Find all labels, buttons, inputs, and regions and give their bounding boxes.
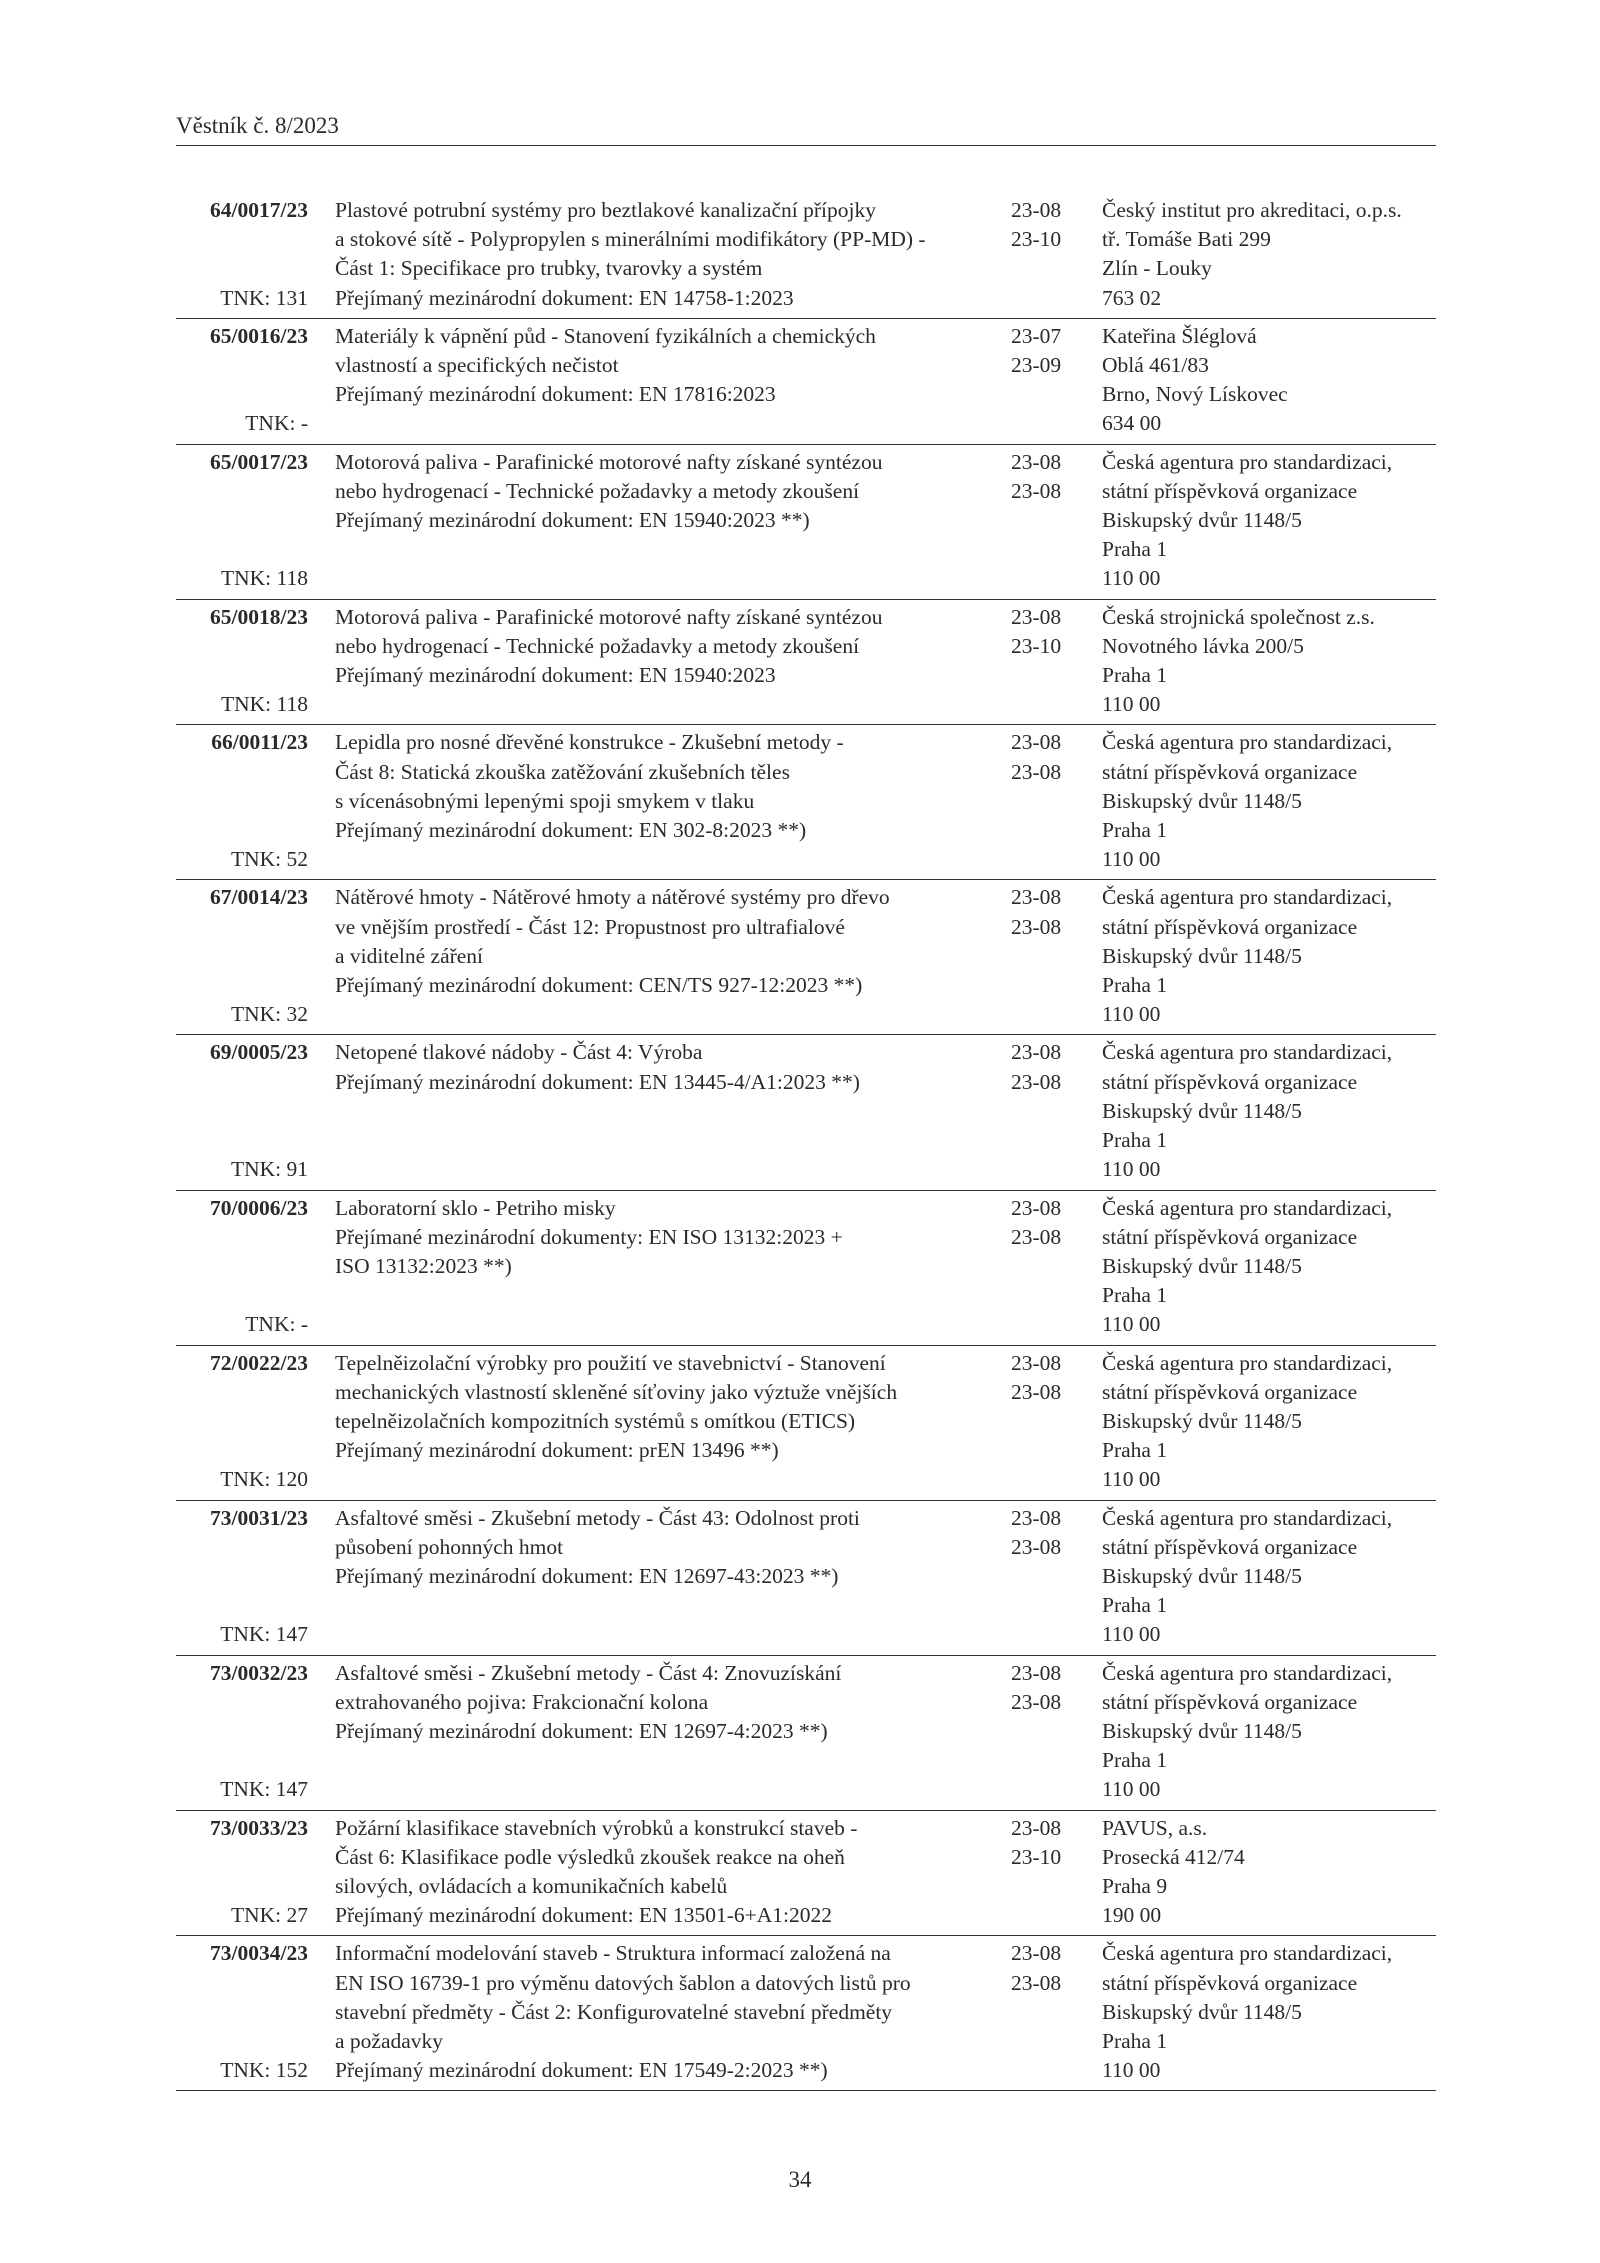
record-title-line: působení pohonných hmot [335,1534,564,1559]
record-title [335,1814,1007,1931]
record-organization-line: Zlín - Louky [1102,256,1212,281]
record-tnk: TNK: 27 [230,1903,308,1928]
record-organization-line: 110 00 [1102,1622,1161,1647]
record-dates [1011,322,1085,439]
record-code: 72/0022/23 [210,1350,308,1375]
record-organization-line: státní příspěvková organizace [1102,1224,1358,1249]
record-organization-line: Praha 1 [1102,537,1168,562]
standard-record [176,1191,1436,1346]
record-title-line: Přejímaný mezinárodní dokument: prEN 13496 **) [335,1438,779,1463]
record-organization-line: Česká agentura pro standardizaci, [1102,1195,1393,1220]
record-code-column [176,1194,308,1340]
record-title-line: Přejímaný mezinárodní dokument: EN 15940:2023 [335,663,776,688]
record-date: 23-08 [1011,1224,1062,1249]
standard-record [176,1346,1436,1501]
record-code-column [176,322,308,439]
record-code: 69/0005/23 [210,1040,308,1065]
record-code-column [176,1659,308,1805]
record-organization-line: Praha 1 [1102,1283,1168,1308]
record-organization-line: Oblá 461/83 [1102,353,1209,378]
standard-record [176,1501,1436,1656]
header-divider [176,145,1436,146]
record-title-line: Lepidla pro nosné dřevěné konstrukce - Zkušební metody - [335,730,844,755]
record-title-line: Motorová paliva - Parafinické motorové nafty získané syntézou [335,604,883,629]
record-organization-line: 110 00 [1102,1312,1161,1337]
record-title-line: nebo hydrogenací - Technické požadavky a metody zkoušení [335,633,860,658]
record-dates [1011,1814,1085,1931]
record-dates [1011,883,1085,1029]
record-organization-line: Prosecká 412/74 [1102,1844,1245,1869]
record-code: 65/0016/23 [210,323,308,348]
record-organization-line: 763 02 [1102,285,1162,310]
record-title-line: Laboratorní sklo - Petriho misky [335,1195,616,1220]
record-organization [1102,1504,1436,1650]
record-title-line: Přejímaný mezinárodní dokument: EN 17816:2023 [335,382,776,407]
record-organization-line: Praha 1 [1102,818,1168,843]
record-code: 64/0017/23 [210,198,308,222]
record-title-line: Přejímaný mezinárodní dokument: EN 12697-4:2023 **) [335,1718,828,1743]
record-code: 73/0034/23 [210,1941,308,1966]
record-code-column [176,196,308,313]
record-code: 73/0033/23 [210,1815,308,1840]
record-code: 73/0032/23 [210,1660,308,1685]
record-date: 23-09 [1011,353,1062,378]
record-title [335,1194,1007,1340]
record-organization-line: státní příspěvková organizace [1102,1970,1358,1995]
record-organization-line: státní příspěvková organizace [1102,914,1358,939]
record-tnk: TNK: 147 [220,1777,308,1802]
record-organization-line: Praha 1 [1102,1128,1168,1153]
record-organization-line: 110 00 [1102,2058,1161,2083]
record-date: 23-08 [1011,759,1062,784]
record-date: 23-08 [1011,1505,1062,1530]
record-code: 70/0006/23 [210,1195,308,1220]
record-organization-line: Praha 1 [1102,2028,1168,2053]
record-organization-line: státní příspěvková organizace [1102,1689,1358,1714]
record-title-line: Materiály k vápnění půd - Stanovení fyzikálních a chemických [335,323,876,348]
record-date: 23-10 [1011,227,1062,252]
record-organization-line: státní příspěvková organizace [1102,478,1358,503]
record-title-line: EN ISO 16739-1 pro výměnu datových šablon a datových listů pro [335,1970,911,1995]
record-title-line: Přejímaný mezinárodní dokument: EN 14758-1:2023 [335,285,794,310]
record-title-line: extrahovaného pojiva: Frakcionační kolona [335,1689,709,1714]
record-organization-line: Biskupský dvůr 1148/5 [1102,1999,1302,2024]
record-organization [1102,728,1436,874]
record-tnk: TNK: 147 [220,1622,308,1647]
record-organization-line: Biskupský dvůr 1148/5 [1102,788,1302,813]
record-code-column [176,1349,308,1495]
record-title-line: Tepelněizolační výrobky pro použití ve stavebnictví - Stanovení [335,1350,886,1375]
record-title-line: Přejímaný mezinárodní dokument: EN 12697-43:2023 **) [335,1563,839,1588]
record-title [335,448,1007,594]
record-dates [1011,1038,1085,1184]
record-organization-line: Česká agentura pro standardizaci, [1102,885,1393,910]
record-organization-line: 190 00 [1102,1903,1162,1928]
record-title-line: Plastové potrubní systémy pro beztlakové kanalizační přípojky [335,198,876,222]
record-code: 65/0017/23 [210,449,308,474]
record-title-line: mechanických vlastností skleněné síťoviny jako výztuže vnějších [335,1379,898,1404]
record-date: 23-08 [1011,1040,1062,1065]
record-tnk: TNK: 152 [220,2058,308,2083]
record-date: 23-08 [1011,1379,1062,1404]
record-organization-line: 110 00 [1102,1777,1161,1802]
page-header: Věstník č. 8/2023 [176,113,339,138]
record-title-line: Přejímané mezinárodní dokumenty: EN ISO 13132:2023 + [335,1224,843,1249]
record-code-column [176,1038,308,1184]
record-organization [1102,1814,1436,1931]
record-dates [1011,603,1085,720]
record-title-line: Asfaltové směsi - Zkušební metody - Část 43: Odolnost proti [335,1505,860,1530]
record-date: 23-08 [1011,730,1062,755]
standard-record [176,880,1436,1035]
record-organization-line: Praha 1 [1102,1438,1168,1463]
record-tnk: TNK: 32 [230,1002,308,1027]
record-organization-line: Praha 1 [1102,1593,1168,1618]
record-title-line: Přejímaný mezinárodní dokument: EN 13501-6+A1:2022 [335,1903,832,1928]
record-tnk: TNK: 91 [230,1157,308,1182]
record-organization-line: státní příspěvková organizace [1102,1069,1358,1094]
standard-record [176,1656,1436,1811]
record-title-line: Část 6: Klasifikace podle výsledků zkoušek reakce na oheň [335,1844,845,1869]
record-organization [1102,883,1436,1029]
record-code-column [176,883,308,1029]
record-title [335,883,1007,1029]
record-title-line: a stokové sítě - Polypropylen s minerálními modifikátory (PP-MD) - [335,227,926,252]
record-code: 66/0011/23 [211,730,308,755]
record-organization-line: Česká agentura pro standardizaci, [1102,1505,1393,1530]
record-title-line: Informační modelování staveb - Struktura informací založená na [335,1941,891,1966]
record-dates [1011,1939,1085,2085]
record-title-line: Nátěrové hmoty - Nátěrové hmoty a nátěrové systémy pro dřevo [335,885,890,910]
record-title [335,1038,1007,1184]
record-code: 65/0018/23 [210,604,308,629]
record-organization-line: 110 00 [1102,1002,1161,1027]
record-date: 23-08 [1011,1069,1062,1094]
record-title-line: Přejímaný mezinárodní dokument: EN 302-8:2023 **) [335,818,807,843]
record-organization-line: 110 00 [1102,1467,1161,1492]
record-date: 23-08 [1011,478,1062,503]
record-organization-line: Česká agentura pro standardizaci, [1102,449,1393,474]
record-code-column [176,603,308,720]
record-organization-line: Biskupský dvůr 1148/5 [1102,943,1302,968]
record-title [335,1349,1007,1495]
record-date: 23-08 [1011,1970,1062,1995]
record-code-column [176,1504,308,1650]
record-organization-line: PAVUS, a.s. [1102,1815,1208,1840]
record-date: 23-08 [1011,1534,1062,1559]
record-organization [1102,1349,1436,1495]
record-tnk: TNK: 118 [221,692,308,717]
record-code-column [176,1939,308,2085]
record-organization-line: Česká agentura pro standardizaci, [1102,1660,1393,1685]
record-title [335,196,1007,313]
record-title-line: Netopené tlakové nádoby - Část 4: Výroba [335,1040,703,1065]
record-title [335,728,1007,874]
record-date: 23-08 [1011,198,1062,222]
standard-record [176,319,1436,445]
record-organization [1102,322,1436,439]
record-dates [1011,1659,1085,1805]
record-date: 23-08 [1011,1195,1062,1220]
record-title [335,1939,1007,2085]
record-date: 23-08 [1011,449,1062,474]
record-organization-line: 110 00 [1102,566,1161,591]
record-dates [1011,1504,1085,1650]
record-title-line: s vícenásobnými lepenými spoji smykem v tlaku [335,788,755,813]
record-code: 73/0031/23 [210,1505,308,1530]
record-title-line: Přejímaný mezinárodní dokument: EN 13445-4/A1:2023 **) [335,1069,860,1094]
record-organization-line: Biskupský dvůr 1148/5 [1102,1718,1302,1743]
record-dates [1011,1194,1085,1340]
record-organization-line: Biskupský dvůr 1148/5 [1102,1098,1302,1123]
record-organization [1102,448,1436,594]
record-date: 23-08 [1011,1941,1062,1966]
record-title [335,603,1007,720]
record-title-line: Přejímaný mezinárodní dokument: CEN/TS 927-12:2023 **) [335,973,863,998]
record-date: 23-08 [1011,1660,1062,1685]
record-organization-line: 110 00 [1102,847,1161,872]
record-organization [1102,1659,1436,1805]
record-organization-line: Biskupský dvůr 1148/5 [1102,508,1302,533]
record-dates [1011,448,1085,594]
record-organization-line: Česká strojnická společnost z.s. [1102,604,1375,629]
page-number: 34 [788,2167,812,2192]
record-date: 23-10 [1011,633,1062,658]
record-title-line: Motorová paliva - Parafinické motorové nafty získané syntézou [335,449,883,474]
record-date: 23-08 [1011,1815,1062,1840]
record-title-line: vlastností a specifických nečistot [335,353,619,378]
record-organization [1102,1038,1436,1184]
record-title [335,322,1007,439]
record-date: 23-10 [1011,1844,1062,1869]
record-organization-line: Česká agentura pro standardizaci, [1102,1941,1393,1966]
record-title-line: ve vnějším prostředí - Část 12: Propustnost pro ultrafialové [335,914,845,939]
record-title [335,1504,1007,1650]
record-title [335,1659,1007,1805]
record-dates [1011,1349,1085,1495]
record-date: 23-08 [1011,604,1062,629]
record-organization-line: Česká agentura pro standardizaci, [1102,730,1393,755]
record-organization-line: Novotného lávka 200/5 [1102,633,1304,658]
record-title-line: Část 1: Specifikace pro trubky, tvarovky a systém [335,256,763,281]
standard-record [176,1035,1436,1190]
record-title-line: a viditelné záření [335,943,484,968]
record-organization-line: Kateřina Šléglová [1102,323,1257,348]
record-organization-line: Česká agentura pro standardizaci, [1102,1350,1393,1375]
record-title-line: Přejímaný mezinárodní dokument: EN 15940:2023 **) [335,508,810,533]
record-dates [1011,196,1085,313]
record-title-line: stavební předměty - Část 2: Konfigurovatelné stavební předměty [335,1999,893,2024]
record-title-line: silových, ovládacích a komunikačních kabelů [335,1873,728,1898]
record-organization-line: Biskupský dvůr 1148/5 [1102,1563,1302,1588]
record-organization-line: Česká agentura pro standardizaci, [1102,1040,1393,1065]
record-title-line: ISO 13132:2023 **) [335,1253,512,1278]
record-organization-line: Biskupský dvůr 1148/5 [1102,1408,1302,1433]
record-organization-line: 634 00 [1102,411,1162,436]
record-tnk: TNK: - [245,411,308,436]
record-organization-line: státní příspěvková organizace [1102,1379,1358,1404]
record-tnk: TNK: 120 [220,1467,308,1492]
record-organization-line: Praha 1 [1102,973,1168,998]
record-title-line: Požární klasifikace stavebních výrobků a konstrukcí staveb - [335,1815,858,1840]
record-organization [1102,1194,1436,1340]
record-code-column [176,1814,308,1931]
record-organization-line: Praha 1 [1102,663,1168,688]
standard-record [176,600,1436,726]
record-organization [1102,1939,1436,2085]
record-tnk: TNK: - [245,1312,308,1337]
record-organization-line: 110 00 [1102,692,1161,717]
record-date: 23-08 [1011,1689,1062,1714]
record-organization-line: Brno, Nový Lískovec [1102,382,1288,407]
standard-record [176,445,1436,600]
standard-record [176,1936,1436,2091]
record-tnk: TNK: 131 [220,285,308,310]
record-date: 23-08 [1011,1350,1062,1375]
record-code: 67/0014/23 [210,885,308,910]
record-title-line: nebo hydrogenací - Technické požadavky a metody zkoušení [335,478,860,503]
record-title-line: tepelněizolačních kompozitních systémů s omítkou (ETICS) [335,1408,856,1433]
standard-record [176,1811,1436,1937]
standard-record [176,725,1436,880]
record-tnk: TNK: 52 [230,847,308,872]
record-title-line: Přejímaný mezinárodní dokument: EN 17549-2:2023 **) [335,2058,828,2083]
record-organization-line: Český institut pro akreditaci, o.p.s. [1102,198,1402,222]
record-title-line: Asfaltové směsi - Zkušební metody - Část 4: Znovuzískání [335,1660,842,1685]
record-organization [1102,196,1436,313]
record-code-column [176,448,308,594]
record-code-column [176,728,308,874]
record-organization-line: 110 00 [1102,1157,1161,1182]
record-date: 23-08 [1011,914,1062,939]
standard-record [176,193,1436,319]
record-organization [1102,603,1436,720]
record-organization-line: Biskupský dvůr 1148/5 [1102,1253,1302,1278]
record-organization-line: státní příspěvková organizace [1102,1534,1358,1559]
record-date: 23-08 [1011,885,1062,910]
record-organization-line: tř. Tomáše Bati 299 [1102,227,1271,252]
record-dates [1011,728,1085,874]
record-organization-line: Praha 9 [1102,1873,1168,1898]
record-title-line: Část 8: Statická zkouška zatěžování zkušebních těles [335,759,790,784]
records-table [176,193,1436,2091]
record-title-line: a požadavky [335,2028,444,2053]
record-tnk: TNK: 118 [221,566,308,591]
record-organization-line: státní příspěvková organizace [1102,759,1358,784]
record-organization-line: Praha 1 [1102,1748,1168,1773]
record-date: 23-07 [1011,323,1062,348]
